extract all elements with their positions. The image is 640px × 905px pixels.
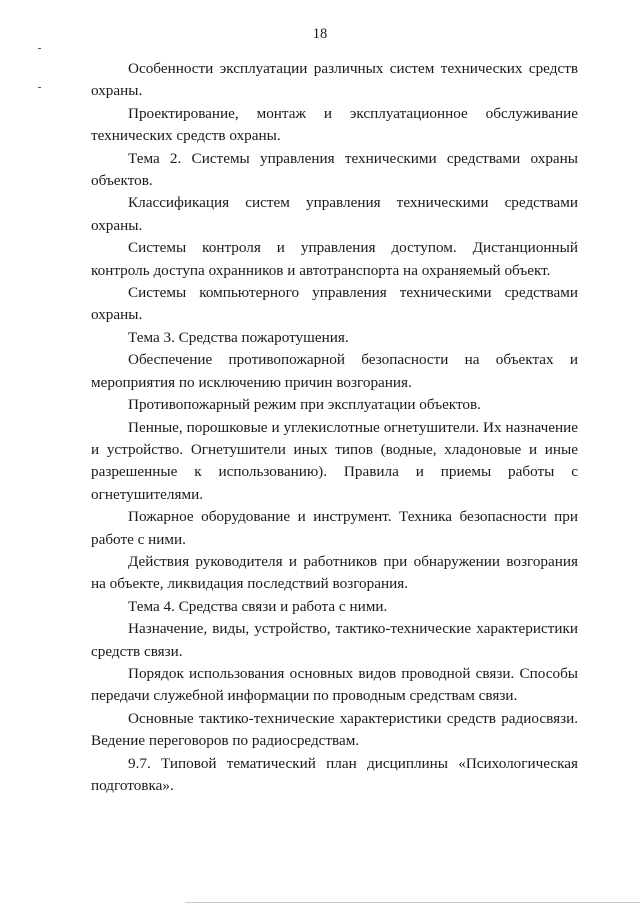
- paragraph: Пенные, порошковые и углекислотные огнетушители. Их назначение и устройство. Огнетушители иных типов (водные, хладоновые и иные разрешенные к использованию). Правила и приемы работы с огнетушителями.: [91, 418, 578, 503]
- document-body: [91, 58, 578, 797]
- paragraph: Системы контроля и управления доступом. Дистанционный контроль доступа охранников и автотранспорта на охраняемый объект.: [91, 239, 578, 279]
- paragraph: Назначение, виды, устройство, тактико-технические характеристики средств связи.: [91, 620, 578, 660]
- paragraph: Основные тактико-технические характеристики средств радиосвязи. Ведение переговоров по радиосредствам.: [91, 709, 578, 750]
- paragraph: Действия руководителя и работников при обнаружении возгорания на объекте, ликвидация последствий возгорания.: [91, 552, 578, 593]
- paragraph: Особенности эксплуатации различных систем технических средств охраны.: [91, 60, 578, 100]
- topic-heading: Тема 2. Системы управления техническими средствами охраны объектов.: [91, 149, 578, 190]
- paragraph: Порядок использования основных видов проводной связи. Способы передачи служебной информации по проводным средствам связи.: [91, 664, 578, 705]
- paragraph: Пожарное оборудование и инструмент. Техника безопасности при работе с ними.: [91, 508, 578, 548]
- paragraph: Противопожарный режим при эксплуатации объектов.: [128, 396, 481, 414]
- paragraph: Проектирование, монтаж и эксплуатационное обслуживание технических средств охраны.: [91, 104, 578, 145]
- scan-mark: [38, 87, 41, 88]
- topic-heading: Тема 3. Средства пожаротушения.: [128, 328, 349, 346]
- scan-mark: [38, 48, 41, 49]
- paragraph: Системы компьютерного управления техническими средствами охраны.: [91, 284, 578, 324]
- paragraph: Классификация систем управления техническими средствами охраны.: [91, 194, 578, 234]
- scan-edge-line: [185, 902, 640, 903]
- page-number: 18: [312, 26, 328, 42]
- topic-heading: Тема 4. Средства связи и работа с ними.: [128, 597, 388, 615]
- section-heading: 9.7. Типовой тематический план дисциплины «Психологическая подготовка».: [91, 754, 578, 794]
- paragraph: Обеспечение противопожарной безопасности на объектах и мероприятия по исключению причин возгорания.: [91, 351, 578, 391]
